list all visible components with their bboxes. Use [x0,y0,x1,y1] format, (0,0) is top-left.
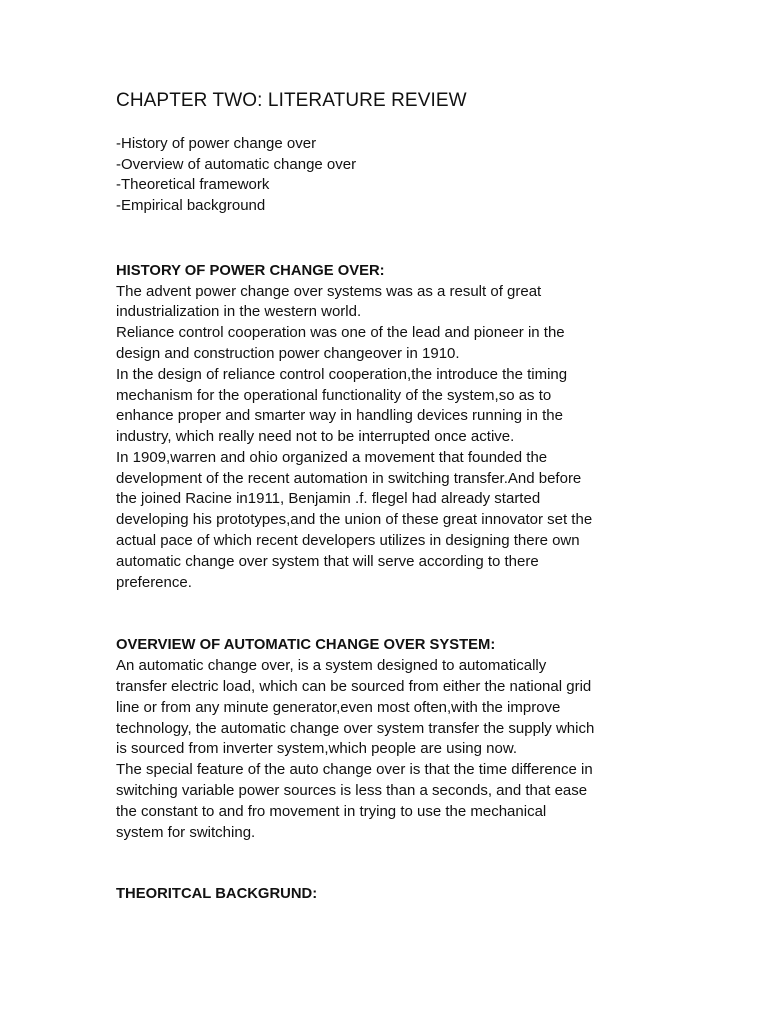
text-line: technology, the automatic change over system transfer the supply which [116,719,595,737]
section-history [116,261,656,594]
paragraph [116,282,656,324]
text-line: enhance proper and smarter way in handling devices running in the [116,407,563,425]
chapter-title: CHAPTER TWO: LITERATURE REVIEW [116,90,467,111]
text-line: actual pace of which recent developers utilizes in designing there own [116,532,580,550]
text-line: The advent power change over systems was as a result of great [116,282,542,300]
text-line: the joined Racine in1911, Benjamin .f. flegel had already started [116,490,541,508]
section-heading: HISTORY OF POWER CHANGE OVER: [116,262,385,279]
document-page [116,88,656,905]
text-line: preference. [116,573,192,591]
section-heading: OVERVIEW OF AUTOMATIC CHANGE OVER SYSTEM: [116,637,496,654]
text-line: In 1909,warren and ohio organized a movement that founded the [116,448,548,466]
text-line: design and construction power changeover in 1910. [116,344,460,362]
paragraph [116,323,656,365]
text-line: switching variable power sources is less than a seconds, and that ease [116,781,588,799]
outline-item: -Empirical background [116,197,266,215]
text-line: development of the recent automation in switching transfer.And before [116,469,582,487]
paragraph [116,448,656,594]
paragraph [116,760,656,843]
text-line: is sourced from inverter system,which people are using now. [116,740,518,758]
text-line: An automatic change over, is a system designed to automatically [116,657,547,675]
text-line: developing his prototypes,and the union of these great innovator set the [116,511,593,529]
text-line: industrialization in the western world. [116,303,362,321]
text-line: Reliance control cooperation was one of the lead and pioneer in the [116,324,565,342]
text-line: the constant to and fro movement in trying to use the mechanical [116,802,547,820]
outline-item: -Overview of automatic change over [116,155,357,173]
text-line: line or from any minute generator,even most often,with the improve [116,698,561,716]
section-heading: THEORITCAL BACKGRUND: [116,886,318,903]
text-line: transfer electric load, which can be sourced from either the national grid [116,677,592,695]
text-line: system for switching. [116,823,256,841]
paragraph [116,365,656,448]
section-theoretical [116,884,656,905]
text-line: The special feature of the auto change over is that the time difference in [116,761,593,779]
text-line: mechanism for the operational functionality of the system,so as to [116,386,552,404]
outline-item: -History of power change over [116,135,317,152]
outline-list [116,134,656,217]
text-line: industry, which really need not to be interrupted once active. [116,428,515,446]
paragraph [116,656,656,760]
section-overview [116,635,656,843]
text-line: automatic change over system that will serve according to there [116,552,539,570]
outline-item: -Theoretical framework [116,176,270,194]
text-line: In the design of reliance control cooperation,the introduce the timing [116,365,568,383]
